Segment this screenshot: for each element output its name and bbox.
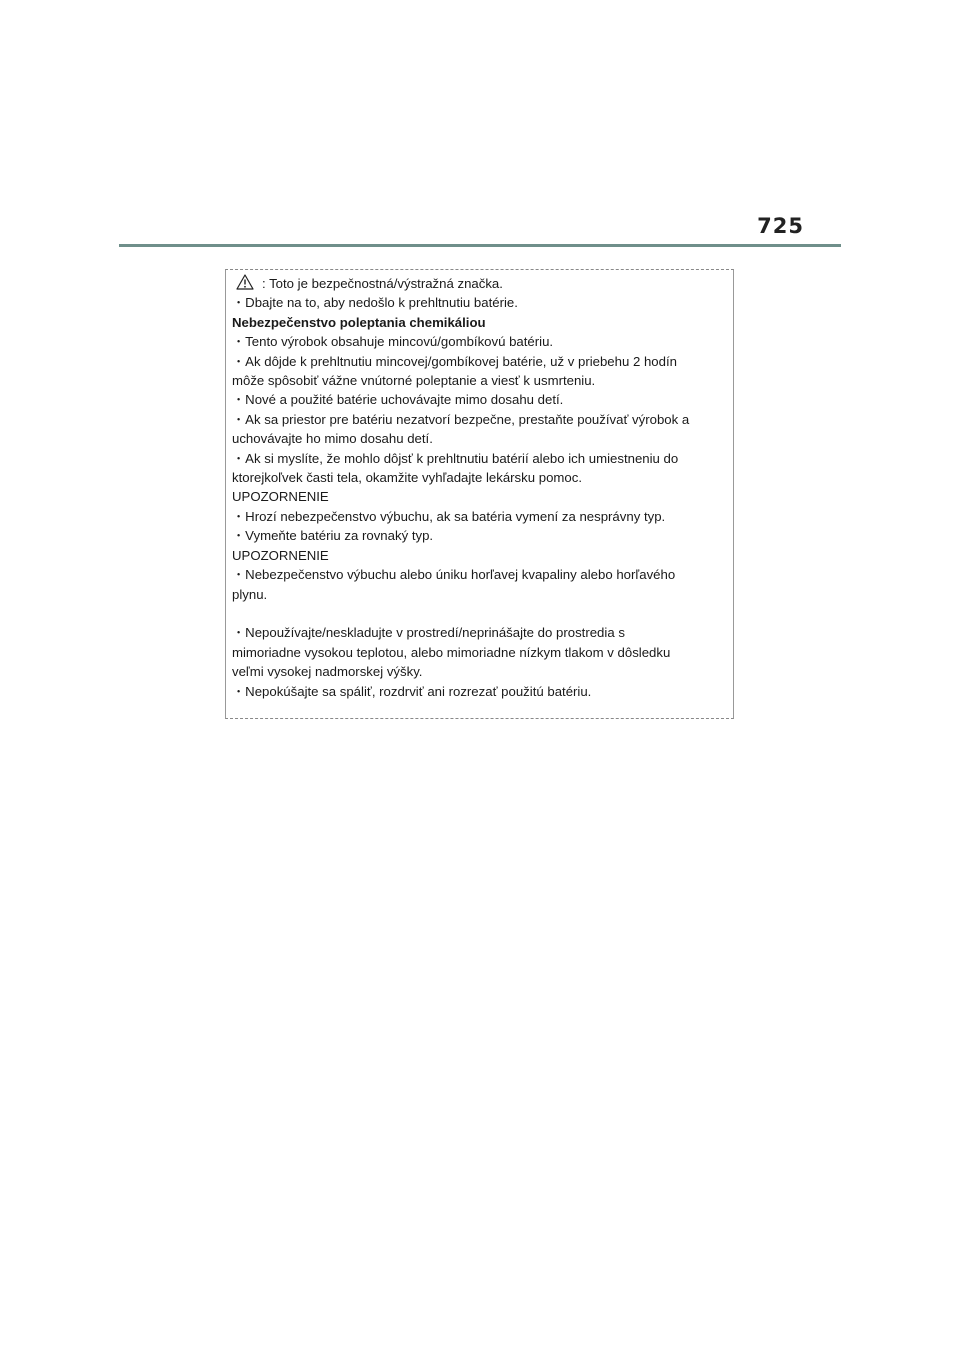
symbol-legend-text: : Toto je bezpečnostná/výstražná značka. (262, 276, 503, 291)
section-heading: Nebezpečenstvo poleptania chemikáliou (232, 314, 486, 330)
page-number: 725 (757, 214, 804, 238)
notice-line: ・Dbajte na to, aby nedošlo k prehltnutiu batérie. (232, 295, 518, 311)
notice-line: môže spôsobiť vážne vnútorné poleptanie a viesť k usmrteniu. (232, 373, 596, 389)
notice-line: ・Nové a použité batérie uchovávajte mimo dosahu detí. (232, 392, 564, 408)
notice-line: UPOZORNENIE (232, 547, 329, 563)
notice-line: ・Nepoužívajte/neskladujte v prostredí/neprinášajte do prostredia s (232, 625, 625, 641)
notice-line: ktorejkoľvek časti tela, okamžite vyhľadajte lekársku pomoc. (232, 470, 582, 486)
notice-line: ・Ak sa priestor pre batériu nezatvorí bezpečne, prestaňte používať výrobok a (232, 411, 690, 427)
notice-line: ・Nebezpečenstvo výbuchu alebo úniku horľavej kvapaliny alebo horľavého (232, 567, 676, 583)
notice-line: ・Hrozí nebezpečenstvo výbuchu, ak sa batéria vymení za nesprávny typ. (232, 508, 666, 524)
blank-line (232, 604, 722, 623)
notice-content (232, 274, 722, 701)
notice-line: uchovávajte ho mimo dosahu detí. (232, 431, 433, 447)
notice-line: ・Tento výrobok obsahuje mincovú/gombíkovú batériu. (232, 334, 554, 350)
warning-triangle-icon (236, 274, 254, 290)
notice-line: ・Vymeňte batériu za rovnaký typ. (232, 528, 434, 544)
notice-line: ・Nepokúšajte sa spáliť, rozdrviť ani rozrezať použitú batériu. (232, 683, 592, 699)
notice-line: UPOZORNENIE (232, 489, 329, 505)
notice-line: ・Ak dôjde k prehltnutiu mincovej/gombíkovej batérie, už v priebehu 2 hodín (232, 353, 677, 369)
symbol-legend (232, 274, 722, 293)
notice-line: veľmi vysokej nadmorskej výšky. (232, 664, 423, 680)
notice-line: plynu. (232, 586, 268, 602)
notice-lines (232, 293, 722, 701)
notice-line: mimoriadne vysokou teplotou, alebo mimoriadne nízkym tlakom v dôsledku (232, 644, 671, 660)
notice-line: ・Ak si myslíte, že mohlo dôjsť k prehltnutiu batérií alebo ich umiestneniu do (232, 450, 679, 466)
header-rule (119, 244, 841, 247)
